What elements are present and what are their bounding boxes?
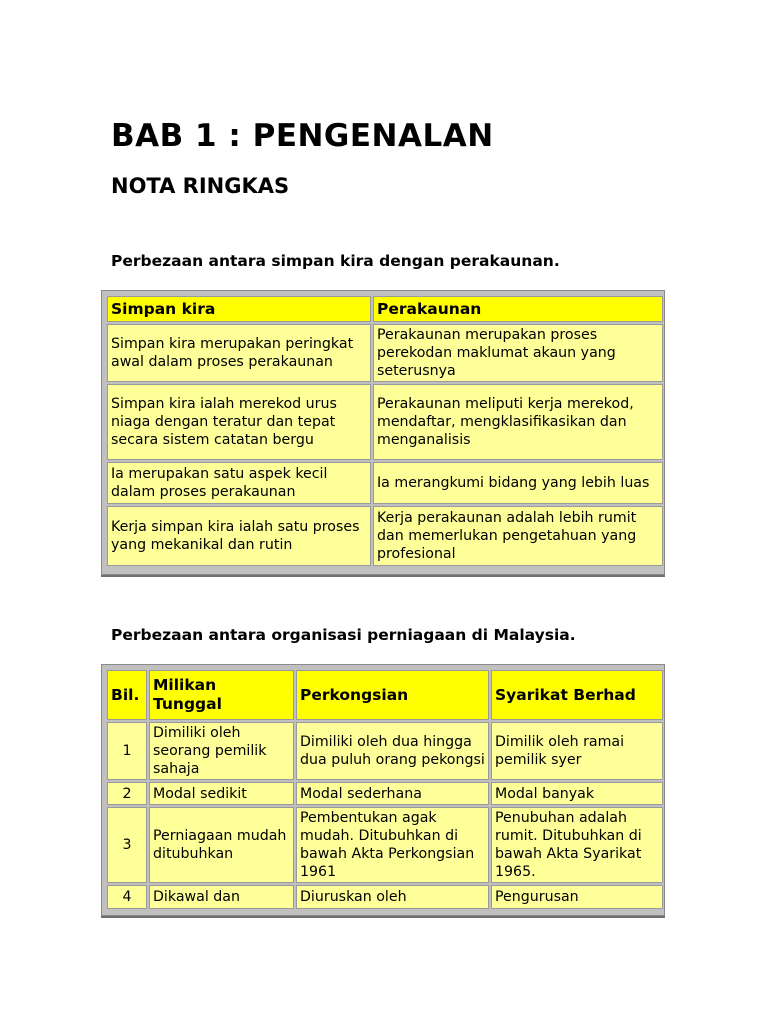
table-cell: Perniagaan mudah ditubuhkan [149,807,294,883]
page-title: BAB 1 : PENGENALAN [111,118,494,154]
table-row [107,384,663,460]
table-cell: Ia merupakan satu aspek kecil dalam proses perakaunan [107,462,371,504]
column-header: Simpan kira [107,296,371,322]
row-number: 3 [107,807,147,883]
table-cell: Perakaunan merupakan proses perekodan maklumat akaun yang seterusnya [373,324,663,382]
table-row [107,324,663,382]
row-number: 2 [107,782,147,805]
table-cell: Dimiliki oleh dua hingga dua puluh orang pekongsi [296,722,489,780]
bookkeeping-vs-accounting-table [101,290,665,575]
column-header: Perkongsian [296,670,489,720]
table-cell: Simpan kira merupakan peringkat awal dalam proses perakaunan [107,324,371,382]
table-row [107,722,663,780]
table-cell: Dimilik oleh ramai pemilik syer [491,722,663,780]
table-cell: Pembentukan agak mudah. Ditubuhkan di bawah Akta Perkongsian 1961 [296,807,489,883]
row-number: 1 [107,722,147,780]
table-cell: Perakaunan meliputi kerja merekod, mendaftar, mengklasifikasikan dan menganalisis [373,384,663,460]
table-cell: Ia merangkumi bidang yang lebih luas [373,462,663,504]
table-cell: Dikawal dan [149,885,294,909]
table-header-row [107,670,663,720]
table-cell: Modal sederhana [296,782,489,805]
table-cell: Dimiliki oleh seorang pemilik sahaja [149,722,294,780]
column-header: Perakaunan [373,296,663,322]
table-header-row [107,296,663,322]
row-number: 4 [107,885,147,909]
section1-title: Perbezaan antara simpan kira dengan perakaunan. [111,252,560,270]
table-cell: Kerja simpan kira ialah satu proses yang mekanikal dan rutin [107,506,371,566]
table-row [107,807,663,883]
business-organisation-table [101,664,665,916]
column-header: Milikan Tunggal [149,670,294,720]
table-cell: Modal banyak [491,782,663,805]
table-row [107,506,663,566]
table-row [107,782,663,805]
section2-title: Perbezaan antara organisasi perniagaan di Malaysia. [111,626,576,644]
table-cell: Diuruskan oleh [296,885,489,909]
table-cell: Penubuhan adalah rumit. Ditubuhkan di bawah Akta Syarikat 1965. [491,807,663,883]
table-row [107,885,663,909]
table-cell: Modal sedikit [149,782,294,805]
column-header: Bil. [107,670,147,720]
table-row [107,462,663,504]
page-subtitle: NOTA RINGKAS [111,174,290,198]
table-cell: Pengurusan [491,885,663,909]
table-cell: Kerja perakaunan adalah lebih rumit dan memerlukan pengetahuan yang profesional [373,506,663,566]
column-header: Syarikat Berhad [491,670,663,720]
table-cell: Simpan kira ialah merekod urus niaga dengan teratur dan tepat secara sistem catatan bergu [107,384,371,460]
